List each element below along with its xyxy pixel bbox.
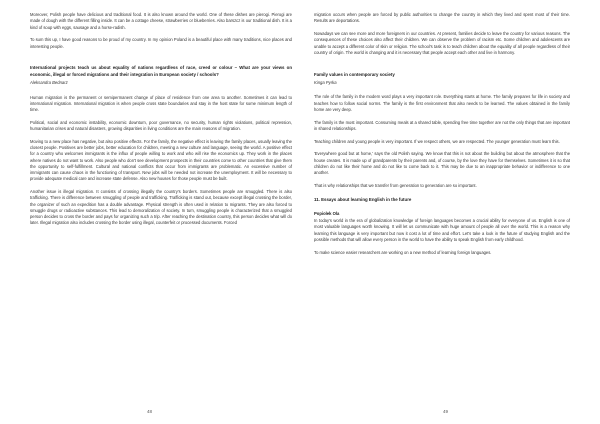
spacer [314,63,570,72]
paragraph: That is why relationships that we transfer from generation to generation are so important. [314,182,477,188]
page-number: 49 [443,409,449,414]
paragraph: Human migration is the permanent or semipermanent change of place of residence from one area to another. Sometimes it can lead to international migration. International migration is when people cross state boundaries and stay in the host state for some minimum length of time. [30,94,292,113]
left-page-text-column [30,12,292,233]
paragraph: Moving to a new place has negative, but also positive effects. For the family, the negative effect is leaving the family places, usually leaving the closest people. Positives are better jobs, better education for children, meeting a new culture and language, seeing the world. A positive effect for a country who welcomes immigrants is the influx of people willing to work and who will rise the economics up. They work in the places where natives do not want to work. Also people who don't see development prospects in their countries come to other countries that give them the opportunity to self-fulfillment. Cultural and national conflicts that occur from immigrants are problematic. An excessive number of immigrants can cause chaos in the functioning of transport. New jobs will be needed not increase the unemployment. It will be necessary to provide adequate medical care and increase state defense. Also new houses for those people must be built. [30,138,292,182]
paragraph: In today's world in the era of globalization knowledge of foreign languages becomes a crucial ability for everyone of us. English is one of most valuable languages worth knowing. It will let us communicate with huge amount of people all over the world. This is a reason why learning this language is very important but now it cost a lot of time and effort. Let's take a look in the future of studying English and the possible methods that will allow every person in the world to have the ability to speak English from early childhood. [314,218,570,242]
paragraph: To make science easier researchers are working on a new method of learning foreign languages. [314,249,492,255]
right-page [300,0,600,424]
article-title: International projects teach us about equality of nations regardless of race, creed or colour – What are your views on economic, illegal or forced migrations and their integration in European society / schools? [30,65,292,77]
paragraph: migration occurs when people are forced by public authorities to change the country in which they lived and spent most of their time. Results are deportations. [314,12,570,24]
paragraph: The family is the most important. Consuming meals at a shared table, spending free time together are not the only things that are important in shared relationships. [314,119,570,131]
paragraph: 'Everywhere good but at home,' says the old Polish saying. We know that this is not about the building but about the atmosphere that the house creates. It is made up of grandparents by their parents and, of course, by the love they have for themselves. Sometimes it is so that children do not like their home and do not like to come back to it. This may be due to an inappropriate behavior or indifference to one another. [314,151,570,176]
article-title: Family values in contemporary society [314,71,395,77]
paragraph: To sum this up, I have good reasons to be proud of my country. In my opinion Poland is a beautiful place with many traditions, nice places and interesting people. [30,37,292,49]
paragraph: Teaching children and young people is very important. If we respect others, we are respected. The younger generation must learn this. [314,138,560,144]
paragraph: Moreover, Polish people have delicious and traditional food. It is also known around the world. One of these dishes are pierogi. Pierogi are made of dough with the different filling inside. It can be a cottage cheese, strawberries or blueberries. Also barszcz is our traditional dish. It is a kind of soup with eggs, sausage and a horse-radish. [30,12,292,30]
right-page-text-column [314,12,570,262]
essay-author: Popiolek Ola [314,210,340,216]
section-title: 11. Essays about learning English in the future [314,197,412,203]
spacer [30,56,292,65]
article-author: Aleksandra Bednarz [30,80,68,86]
page-number: 48 [147,409,153,414]
paragraph: Nowadays we can see more and more foreigners in our countries. At present, families decide to leave the country for various reasons. The consequences of these choices also affect their children. We can observe the problem of racism etc. Some children and adolescents are unable to accept a different color of skin or religion. The school's task is to teach children about the equality of all people regardless of their country of origin. The world is changing and it is necessary that people accept each other and live in harmony. [314,31,570,55]
article-author: Kinga Pyrka [314,80,337,86]
paragraph: Political, social and economic instability, economic downturn, poor governance, no security, human rights violations, political repression, humanitarian crises and natural disasters, growing disparities in living conditions are the main reasons of migration. [30,119,292,132]
paragraph: Another issue is illegal migration. It consists of crossing illegally the country's borders. Sometimes people are smuggled. There is also trafficking. There is difference between smuggling of people and trafficking. Trafficking is stand out, because except illegal crossing the border, the organizer of such an expedition has a double advantage. Physical strength is often used in relation to migrants. They are also forced to smuggle drugs or radioactive substances. This lead to demoralization of society. In turn, smuggling people is characterized that a smuggled person decides to cross the border and pays for organizing such a trip. After reaching the destination country, this person decides what will do later. Illegal migration also includes crossing the border using illegal, counterfeit or processed documents. Forced [30,189,292,226]
paragraph: The role of the family in the modern word plays a very important role. Everything starts at home. The family prepares for life in society and teaches how to follow social norms. The family is the first environment that also needs to be learned. The values obtained in the family home are very deep. [314,94,570,112]
